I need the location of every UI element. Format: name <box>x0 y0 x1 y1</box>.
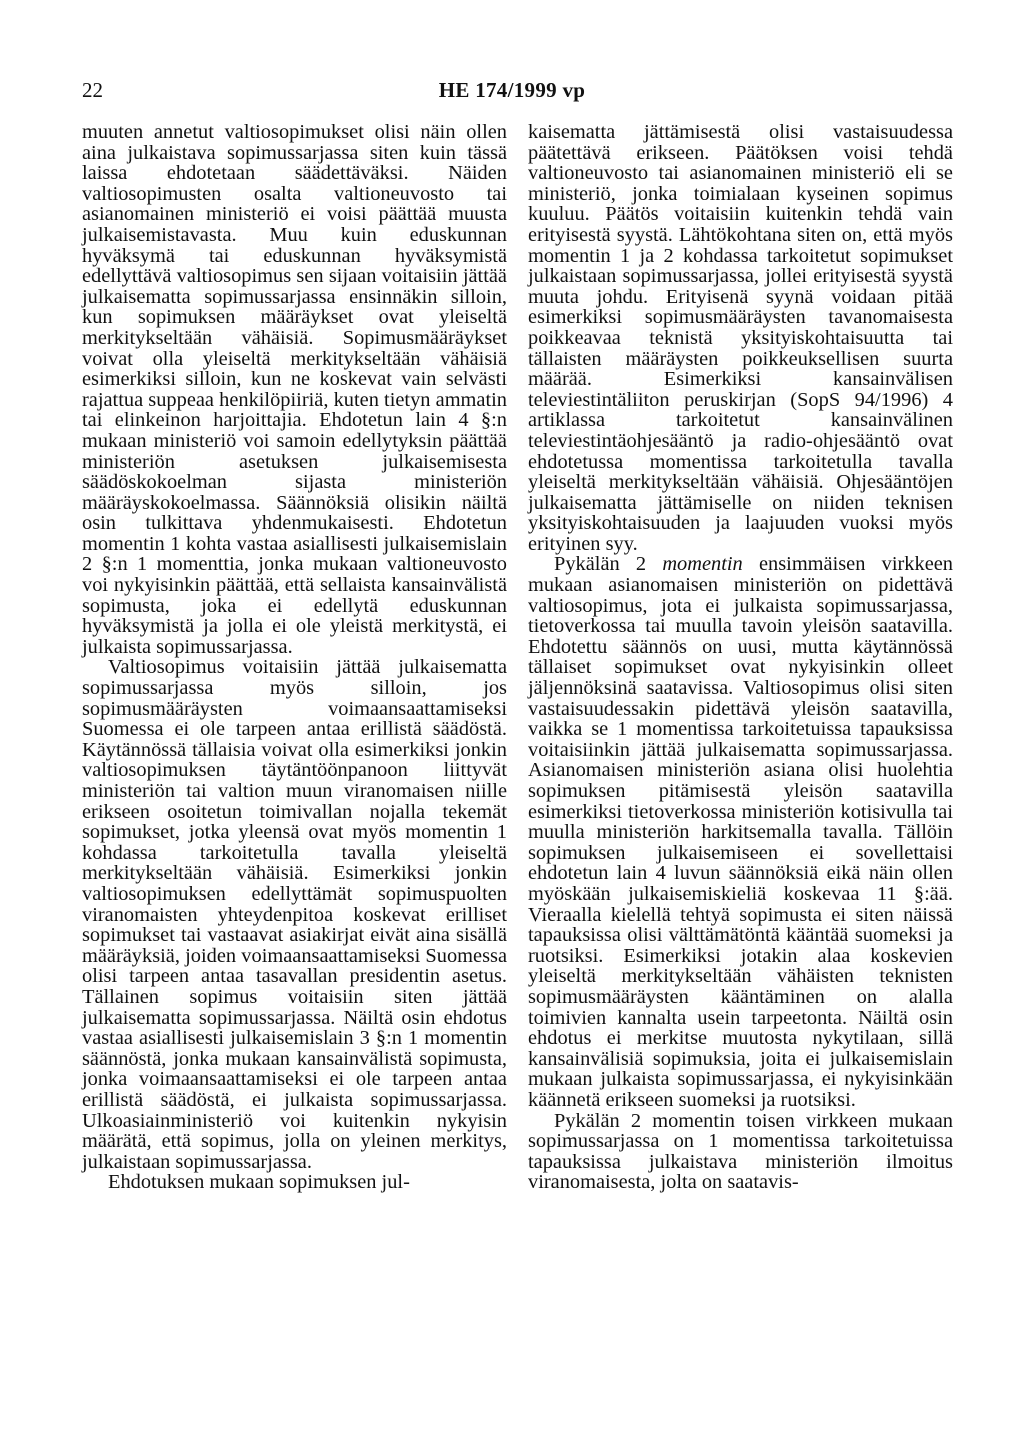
right-paragraph-2-italic: momentin <box>662 553 743 576</box>
left-paragraph-1: muuten annetut valtiosopimukset olisi näin ollen aina julkaistava sopimussarjassa siten kuin tässä laissa ehdotetaan säädettäväksi. Näiden valtiosopimusten osalta valtioneuvosto tai asianomainen ministeriö ei voisi päättää muusta julkaisemistavasta. Muu kuin eduskunnan hyväksymä tai eduskunnan hyväksymistä edellyttävä valtiosopimus sen sijaan voitaisiin jättää julkaisematta sopimussarjassa ensinnäkin silloin, kun sopimuksen määräykset ovat yleiseltä merkitykseltään vähäisiä. Sopimusmääräykset voivat olla yleiseltä merkitykseltään vähäisiä esimerkiksi silloin, kun ne koskevat vain selvästi rajattua suppeaa henkilöpiiriä, kuten tietyn ammatin tai elinkeinon harjoittajia. Ehdotetun lain 4 §:n mukaan ministeriö voi samoin edellytyksin päättää ministeriön asetuksen julkaisemisesta säädöskokoelman sijasta ministeriön määräyskokoelmassa. Säännöksiä olisikin näiltä osin tulkittava yhdenmukaisesti. Ehdotetun momentin 1 kohta vastaa asiallisesti julkaisemislain 2 §:n 1 momenttia, jonka mukaan valtioneuvosto voi nykyisinkin päättää, että sellaista kansainvälistä sopimusta, joka ei edellytä eduskunnan hyväksymistä ja jolla ei ole yleistä merkitystä, ei julkaista sopimussarjassa. <box>82 121 507 658</box>
left-column <box>82 122 507 1193</box>
page-number: 22 <box>82 78 103 102</box>
running-head: HE 174/1999 vp <box>438 78 586 102</box>
right-column <box>528 122 953 1193</box>
left-paragraph-3: Ehdotuksen mukaan sopimuksen jul- <box>108 1171 410 1194</box>
right-paragraph-1: kaisematta jättämisestä olisi vastaisuudessa päätettävä erikseen. Päätöksen voisi tehdä valtioneuvosto tai asianomainen ministeriö eli se ministeriö, jonka toimialaan kyseinen sopimus kuuluu. Päätös voitaisiin kuitenkin tehdä vain erityisestä syystä. Lähtökohtana siten on, että myös momentin 1 ja 2 kohdassa tarkoitetut sopimukset julkaistaan sopimussarjassa, jollei erityisestä syystä muuta johdu. Erityisenä syynä voidaan pitää esimerkiksi sopimusmääräysten tavanomaisesta poikkeavaa teknistä yksityiskohtaisuutta tai tällaisten määräysten poikkeuksellisen suurta määrää. Esimerkiksi kansainvälisen televiestintäliiton peruskirjan (SopS 94/1996) 4 artiklassa tarkoitetut kansainvälinen televiestintäohjesääntö ja radio-ohjesääntö ovat ehdotetussa momentissa tarkoitetulla tavalla yleiseltä merkitykseltään vähäisiä. Ohjesääntöjen julkaisematta jättämiselle on niiden teknisen yksityiskohtaisuuden ja laajuuden vuoksi myös erityinen syy. <box>528 121 953 555</box>
right-paragraph-2-lead: Pykälän 2 <box>554 553 663 576</box>
left-paragraph-2: Valtiosopimus voitaisiin jättää julkaisematta sopimussarjassa myös silloin, jos sopimusmääräysten voimaansaattamiseksi Suomessa ei ole tarpeen antaa erillistä säädöstä. Käytännössä tällaisia voivat olla esimerkiksi jonkin valtiosopimuksen täytäntöönpanoon liittyvät ministeriön tai valtion muun viranomaisen niille erikseen osoitetun toimivallan nojalla tekemät sopimukset, jotka yleensä ovat myös momentin 1 kohdassa tarkoitetulla tavalla yleiseltä merkitykseltään vähäisiä. Esimerkiksi jonkin valtiosopimuksen edellyttämät sopimuspuolten viranomaisten yhteydenpitoa koskevat erilliset sopimukset tai vastaavat asiakirjat eivät aina sisällä määräyksiä, joiden voimaansaattamiseksi Suomessa olisi tarpeen antaa tasavallan presidentin asetus. Tällainen sopimus voitaisiin siten jättää julkaisematta sopimussarjassa. Näiltä osin ehdotus vastaa asiallisesti julkaisemislain 3 §:n 1 momentin säännöstä, jonka mukaan kansainvälistä sopimusta, jonka voimaansaattamiseksi ei ole tarpeen antaa erillistä säädöstä, ei julkaista sopimussarjassa. Ulkoasiainministeriö voi kuitenkin nykyisin määrätä, että sopimus, jolla on yleinen merkitys, julkaistaan sopimussarjassa. <box>82 656 507 1173</box>
right-paragraph-3: Pykälän 2 momentin toisen virkkeen mukaan sopimussarjassa on 1 momentissa tarkoitetuissa tapauksissa julkaistava ministeriön ilmoitus viranomaisesta, jolta on saatavis- <box>528 1109 953 1194</box>
right-paragraph-2 <box>528 554 953 1110</box>
right-paragraph-2-rest: ensimmäisen virkkeen mukaan asianomaisen ministeriön on pidettävä valtiosopimus, jota ei julkaista sopimussarjassa, tietoverkossa tai muulla tavoin yleisön saatavilla. Ehdotettu säännös on uusi, mutta käytännössä tällaiset sopimukset ovat nykyisinkin olleet jäljennöksinä saatavissa. Valtiosopimus olisi siten vastaisuudessakin pidettävä yleisön saatavilla, vaikka se 1 momentissa tarkoitetuissa tapauksissa voitaisiinkin jättää julkaisematta sopimussarjassa. Asianomaisen ministeriön asiana olisi huolehtia sopimuksen pitämisestä yleisön saatavilla esimerkiksi tietoverkossa ministeriön kotisivulla tai muulla ministeriön harkitsemalla tavalla. Tällöin sopimuksen julkaisemiseen ei sovellettaisi ehdotetun lain 4 luvun säännöksiä eikä näin ollen myöskään julkaisemiskieliä koskevaa 11 §:ää. Vieraalla kielellä tehtyä sopimusta ei siten näissä tapauksissa olisi välttämätöntä kääntää suomeksi ja ruotsiksi. Esimerkiksi jotakin alaa koskevien yleiseltä merkitykseltään vähäisten teknisten sopimusmääräysten kääntäminen on alalla toimivien kannalta usein tarpeetonta. Näiltä osin ehdotus ei merkitse muutosta nykytilaan, sillä kansainvälisiä sopimuksia, joita ei julkaisemislain mukaan julkaista sopimussarjassa, ei nykyisinkään käännetä erikseen suomeksi ja ruotsiksi. <box>528 553 953 1111</box>
